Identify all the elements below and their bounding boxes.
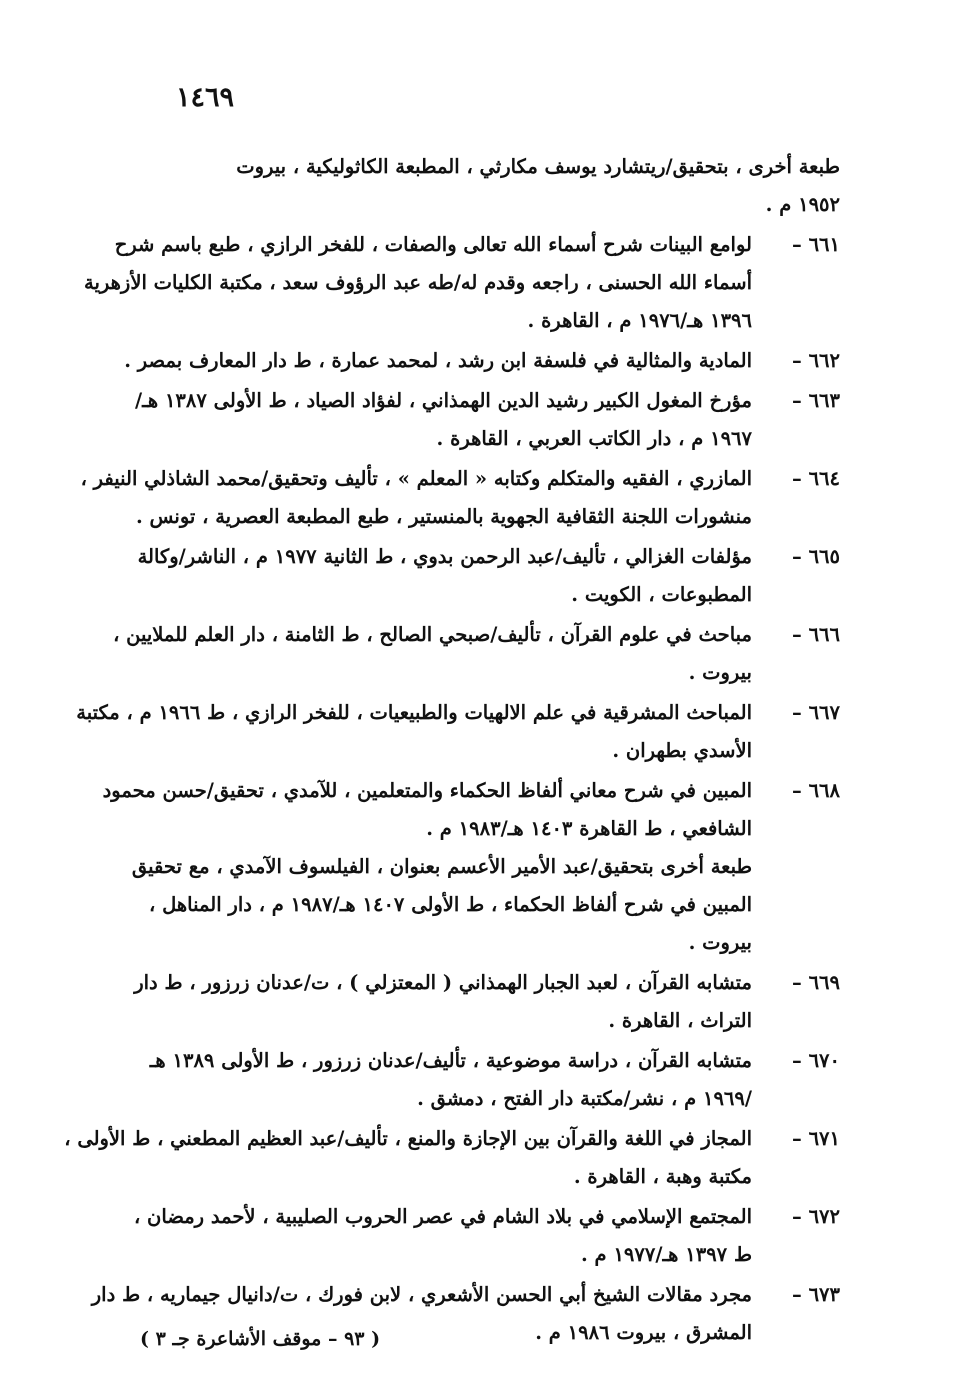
bibliography-list: [64, 148, 840, 1352]
text-line: المادية والمثالية في فلسفة ابن رشد ، لمحمد عمارة ، ط دار المعارف بمصر .: [124, 349, 752, 372]
text-line: المجتمع الإسلامي في بلاد الشام في عصر الحروب الصليبية ، لأحمد رمضان ،: [133, 1205, 752, 1228]
text-line: ١٣٩٦ هـ/١٩٧٦ م ، القاهرة .: [527, 309, 752, 332]
text-line: /١٩٦٩ م ، نشر/مكتبة دار الفتح ، دمشق .: [417, 1087, 752, 1110]
text-line: بيروت .: [688, 661, 752, 684]
entry-number: ٦٧٢ –: [792, 1205, 840, 1228]
entry-text: [134, 964, 752, 1040]
text-line: مؤلفات الغزالي ، تأليف/عبد الرحمن بدوي ، ط الثانية ١٩٧٧ م ، الناشر/وكالة: [137, 545, 752, 568]
text-line: المطبوعات ، الكويت .: [571, 583, 752, 606]
entry-number: ٦٦٣ –: [792, 389, 840, 412]
bibliography-entry: [64, 1120, 840, 1196]
entry-number: ٦٦١ –: [792, 233, 840, 256]
entry-text: [80, 460, 752, 536]
bibliography-entry: [124, 342, 840, 380]
text-line: مؤرخ المغول الكبير رشيد الدين الهمذاني ، لفؤاد الصياد ، ط الأولى ١٣٨٧ هـ/: [135, 389, 752, 412]
text-line: المشرق ، بيروت ١٩٨٦ م .: [535, 1321, 752, 1344]
text-line: طبعة أخرى ، بتحقيق/ريتشارد يوسف مكارثي ، المطبعة الكاثوليكية ، بيروت: [236, 155, 840, 178]
text-line: أسماء الله الحسنى ، راجعه وقدم له/طه عبد الرؤوف سعد ، مكتبة الكليات الأزهرية: [83, 271, 752, 294]
text-line: المبين في شرح معاني ألفاظ الحكماء والمتعلمين ، للآمدي ، تحقيق/حسن محمود: [102, 779, 752, 802]
text-line: بيروت .: [688, 931, 752, 954]
bibliography-entry: [133, 1198, 840, 1274]
entry-text: [137, 538, 752, 614]
entry-number: ٦٦٤ –: [792, 467, 840, 490]
entry-number: ٦٦٥ –: [792, 545, 840, 568]
text-line: المبين في شرح ألفاظ الحكماء ، ط الأولى ١٤٠٧ هـ/١٩٨٧ م ، دار المناهل ،: [149, 893, 752, 916]
entry-text: [124, 342, 752, 380]
entry-number: ٦٧١ –: [792, 1127, 840, 1150]
bibliography-entry: [80, 460, 840, 536]
text-line: مكتبة وهبة ، القاهرة .: [573, 1165, 752, 1188]
entry-text: [113, 616, 752, 692]
text-line: لوامع البينات شرح أسماء الله تعالى والصفات ، للفخر الرازي ، طبع باسم شرح: [114, 233, 752, 256]
text-line: ط ١٣٩٧ هـ/١٩٧٧ م .: [580, 1243, 752, 1266]
text-line: ١٩٦٧ م ، دار الكاتب العربي ، القاهرة .: [436, 427, 752, 450]
entry-number: ٦٧٠ –: [792, 1049, 840, 1072]
text-line: المباحث المشرقية في علم الالهيات والطبيعيات ، للفخر الرازي ، ط ١٩٦٦ م ، مكتبة: [76, 701, 752, 724]
entry-text: [133, 1198, 752, 1274]
text-line: ١٩٥٢ م .: [765, 193, 840, 216]
text-line: المازري ، الفقيه والمتكلم وكتابه « المعلم » ، تأليف وتحقيق/محمد الشاذلي النيفر ،: [80, 467, 752, 490]
bibliography-entry: [76, 694, 840, 770]
entry-text: [102, 772, 752, 962]
entry-number: ٦٦٨ –: [792, 779, 840, 802]
text-line: الأسدي بطهران .: [612, 739, 752, 762]
continuation-paragraph: [140, 148, 840, 224]
bibliography-entry: [135, 382, 840, 458]
bibliography-entry: [83, 226, 840, 340]
text-line: طبعة أخرى بتحقيق/عبد الأمير الأعسم بعنوان ، الفيلسوف الآمدي ، مع تحقيق: [131, 855, 752, 878]
entry-text: [83, 226, 752, 340]
bibliography-entry: [102, 772, 840, 962]
entry-text: [76, 694, 752, 770]
text-line: مجرد مقالات الشيخ أبي الحسن الأشعري ، لابن فورك ، ت/دانيال جيماريه ، ط دار: [91, 1283, 752, 1306]
page-footer: ( ٩٣ – موقف الأشاعرة جـ ٣ ): [140, 1328, 381, 1350]
entry-number: ٦٦٢ –: [792, 349, 840, 372]
bibliography-entry: [140, 1042, 840, 1118]
page-number: ١٤٦٩: [176, 82, 235, 113]
entry-number: ٦٦٩ –: [792, 971, 840, 994]
text-line: الشافعي ، ط القاهرة ١٤٠٣ هـ/١٩٨٣ م .: [426, 817, 752, 840]
bibliography-entry: [113, 616, 840, 692]
text-line: متشابه القرآن ، لعبد الجبار الهمذاني ( المعتزلي ) ، ت/عدنان زرزور ، ط دار: [134, 971, 752, 994]
entry-number: ٦٧٣ –: [792, 1283, 840, 1306]
entry-text: [135, 382, 752, 458]
bibliography-entry: [137, 538, 840, 614]
bibliography-entry: [134, 964, 840, 1040]
text-line: منشورات اللجنة الثقافية الجهوية بالمنستير ، طبع المطبعة العصرية ، تونس .: [135, 505, 752, 528]
text-line: مباحث في علوم القرآن ، تأليف/صبحي الصالح ، ط الثامنة ، دار العلم للملايين ،: [113, 623, 752, 646]
text-line: التراث ، القاهرة .: [608, 1009, 752, 1032]
entry-text: [64, 1120, 752, 1196]
entry-number: ٦٦٦ –: [792, 623, 840, 646]
entry-text: [140, 1042, 752, 1118]
text-line: متشابه القرآن ، دراسة موضوعية ، تأليف/عدنان زرزور ، ط الأولى ١٣٨٩ هـ: [149, 1049, 752, 1072]
entry-number: ٦٦٧ –: [792, 701, 840, 724]
text-line: المجاز في اللغة والقرآن بين الإجازة والمنع ، تأليف/عبد العظيم المطعني ، ط الأولى ،: [64, 1127, 752, 1150]
